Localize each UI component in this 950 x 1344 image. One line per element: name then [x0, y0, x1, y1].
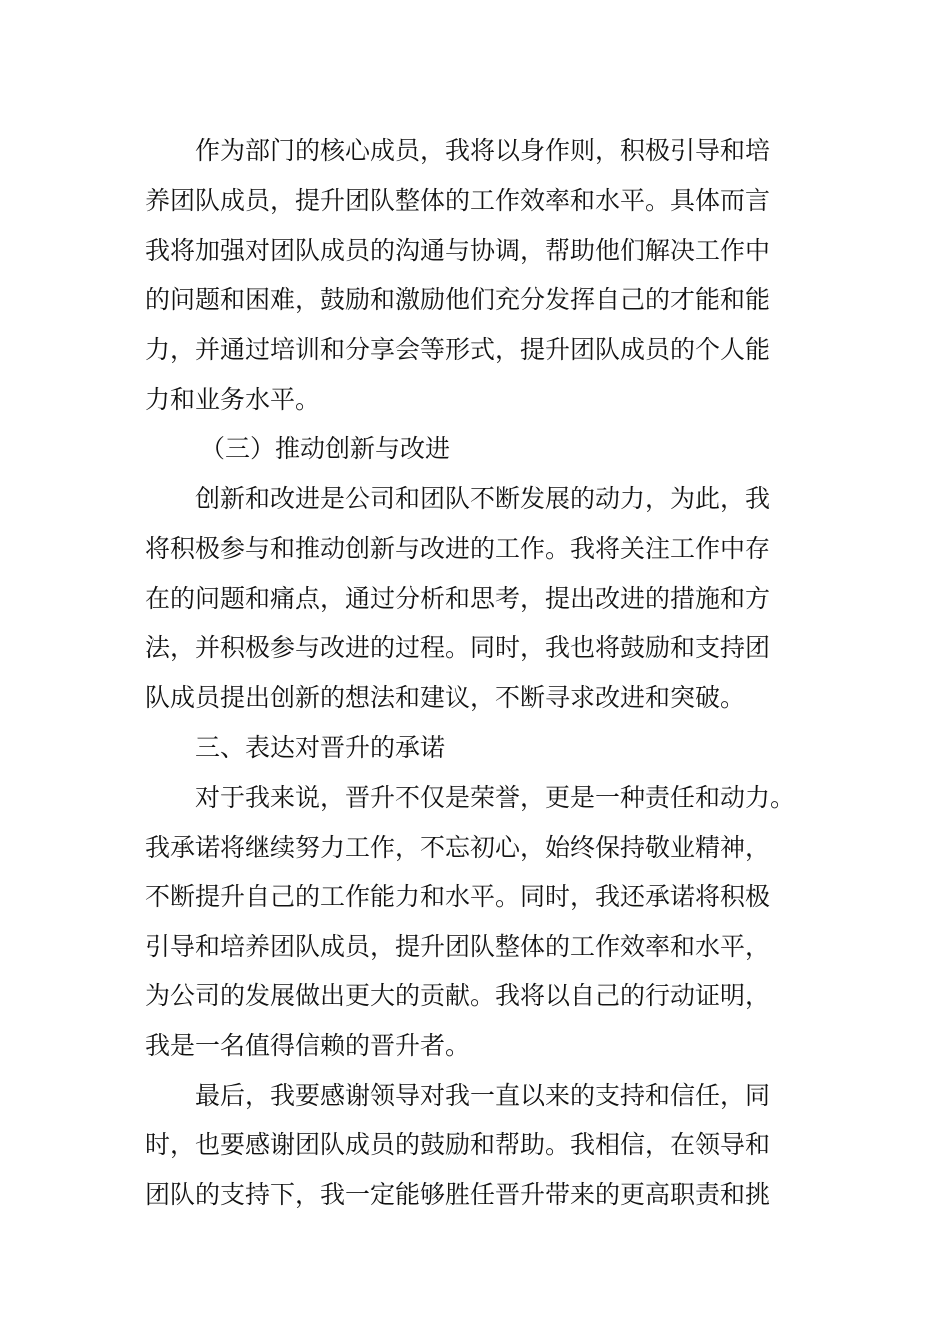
paragraph-3-line-5: 为公司的发展做出更大的贡献。我将以自己的行动证明， [145, 981, 771, 1010]
paragraph-2-line-2: 将积极参与和推动创新与改进的工作。我将关注工作中存 [145, 534, 771, 563]
paragraph-1-line-4: 的问题和困难，鼓励和激励他们充分发挥自己的才能和能 [145, 285, 771, 314]
section-heading-commitment: 三、表达对晋升的承诺 [195, 733, 446, 762]
paragraph-1-line-6: 力和业务水平。 [145, 385, 321, 414]
paragraph-3-line-3: 不断提升自己的工作能力和水平。同时，我还承诺将积极 [145, 882, 771, 911]
paragraph-4-line-3: 团队的支持下，我一定能够胜任晋升带来的更高职责和挑 [145, 1180, 771, 1209]
paragraph-1-line-1: 作为部门的核心成员，我将以身作则，积极引导和培 [195, 136, 771, 165]
section-heading-innovation: （三）推动创新与改进 [200, 434, 451, 463]
paragraph-2-line-5: 队成员提出创新的想法和建议，不断寻求改进和突破。 [145, 683, 746, 712]
paragraph-1-line-5: 力，并通过培训和分享会等形式，提升团队成员的个人能 [145, 335, 771, 364]
paragraph-1-line-2: 养团队成员，提升团队整体的工作效率和水平。具体而言 [145, 186, 771, 215]
paragraph-3-line-6: 我是一名值得信赖的晋升者。 [145, 1031, 471, 1060]
paragraph-3-line-2: 我承诺将继续努力工作，不忘初心，始终保持敬业精神， [145, 833, 771, 862]
paragraph-2-line-1: 创新和改进是公司和团队不断发展的动力，为此，我 [195, 484, 771, 513]
paragraph-1-line-3: 我将加强对团队成员的沟通与协调，帮助他们解决工作中 [145, 236, 771, 265]
paragraph-3-line-1: 对于我来说，晋升不仅是荣誉，更是一种责任和动力。 [195, 783, 796, 812]
paragraph-2-line-4: 法，并积极参与改进的过程。同时，我也将鼓励和支持团 [145, 633, 771, 662]
paragraph-2-line-3: 在的问题和痛点，通过分析和思考，提出改进的措施和方 [145, 584, 771, 613]
paragraph-4-line-1: 最后，我要感谢领导对我一直以来的支持和信任，同 [195, 1081, 771, 1110]
paragraph-4-line-2: 时，也要感谢团队成员的鼓励和帮助。我相信，在领导和 [145, 1130, 771, 1159]
paragraph-3-line-4: 引导和培养团队成员，提升团队整体的工作效率和水平， [145, 932, 771, 961]
